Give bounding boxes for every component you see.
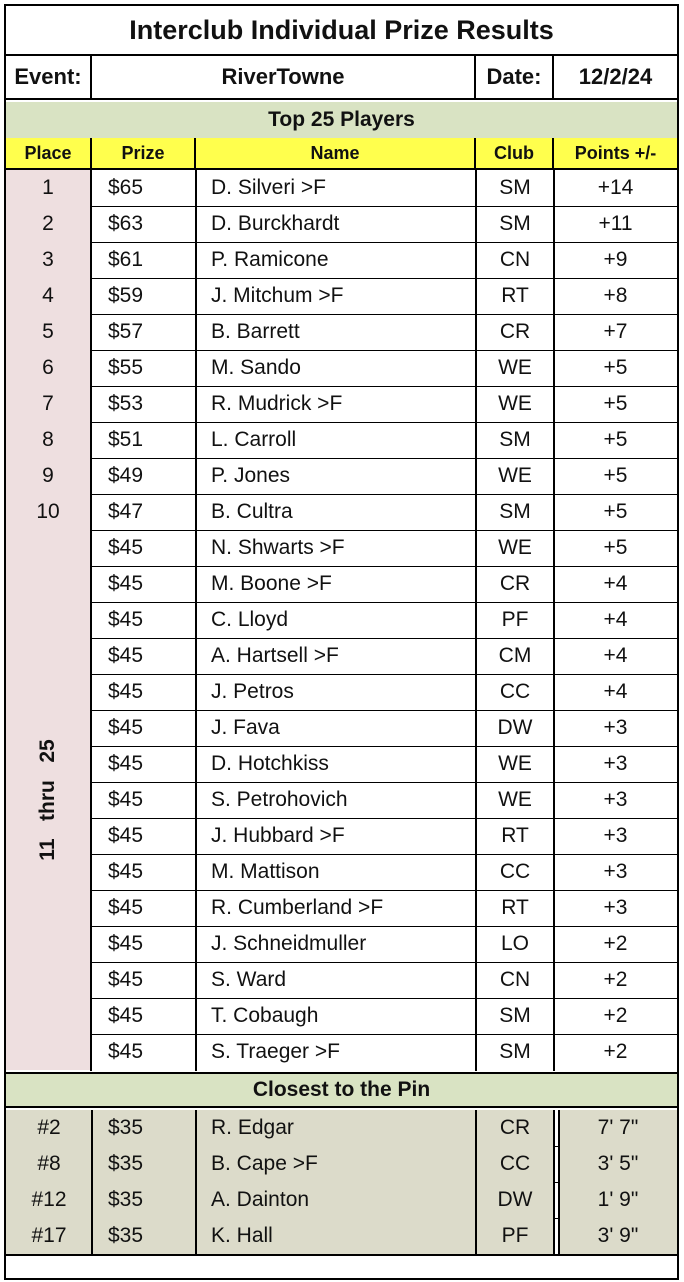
prize-cell: $45 <box>108 536 144 559</box>
points-cell: +8 <box>603 284 628 307</box>
points-cell: +2 <box>603 968 628 991</box>
place-cell: 7 <box>6 386 90 422</box>
points-cell: +3 <box>603 824 628 847</box>
prize-cell: $55 <box>108 356 144 379</box>
column-divider <box>475 169 477 1071</box>
club-cell: DW <box>497 716 533 739</box>
column-header-club: Club <box>476 138 554 169</box>
prize-cell: $57 <box>108 320 144 343</box>
prize-cell: $45 <box>108 716 144 739</box>
club-cell: WE <box>498 752 532 775</box>
name-cell: J. Mitchum >F <box>211 284 344 307</box>
name-cell: A. Hartsell >F <box>211 644 339 667</box>
club-cell: RT <box>501 824 529 847</box>
pin-name-cell: K. Hall <box>196 1218 476 1254</box>
name-cell: P. Jones <box>211 464 291 487</box>
club-cell: LO <box>500 932 529 955</box>
points-cell: +3 <box>603 716 628 739</box>
club-cell: CN <box>499 968 531 991</box>
name-cell: M. Boone >F <box>211 572 332 595</box>
pin-column-divider <box>475 1110 477 1254</box>
pin-column-divider <box>558 1110 560 1254</box>
points-cell: +3 <box>603 788 628 811</box>
distance-cell: 7' 7" <box>559 1110 677 1146</box>
pin-section-title: Closest to the Pin <box>6 1072 677 1108</box>
prize-cell: $45 <box>108 968 144 991</box>
place-cell: 9 <box>6 458 90 494</box>
club-cell: SM <box>499 176 531 199</box>
prize-cell: $65 <box>108 176 144 199</box>
name-cell: J. Petros <box>211 680 294 703</box>
date-value: 12/2/24 <box>554 56 677 100</box>
prize-cell: $45 <box>108 1040 144 1063</box>
hole-cell: #2 <box>6 1110 92 1146</box>
points-cell: +4 <box>603 572 628 595</box>
pin-club-cell: PF <box>476 1218 554 1254</box>
points-cell: +5 <box>603 392 628 415</box>
points-cell: +2 <box>603 932 628 955</box>
club-cell: WE <box>498 356 532 379</box>
name-cell: D. Hotchkiss <box>211 752 329 775</box>
club-cell: SM <box>499 428 531 451</box>
hole-cell: #8 <box>6 1146 92 1182</box>
club-cell: CC <box>499 860 531 883</box>
name-cell: J. Schneidmuller <box>211 932 367 955</box>
points-cell: +3 <box>603 896 628 919</box>
place-cell: 10 <box>6 494 90 530</box>
name-cell: D. Silveri >F <box>211 176 326 199</box>
club-cell: CR <box>499 572 531 595</box>
points-cell: +2 <box>603 1004 628 1027</box>
club-cell: WE <box>498 788 532 811</box>
place-cell: 3 <box>6 242 90 278</box>
column-header-prize: Prize <box>92 138 196 169</box>
prize-cell: $47 <box>108 500 144 523</box>
pin-name-cell: B. Cape >F <box>196 1146 476 1182</box>
points-cell: +3 <box>603 752 628 775</box>
name-cell: M. Sando <box>211 356 301 379</box>
club-cell: CN <box>499 248 531 271</box>
pin-bottom-border <box>6 1254 677 1256</box>
name-cell: B. Barrett <box>211 320 300 343</box>
points-cell: +2 <box>603 1040 628 1063</box>
place-cell: 4 <box>6 278 90 314</box>
club-cell: WE <box>498 392 532 415</box>
prize-cell: $45 <box>108 572 144 595</box>
points-cell: +5 <box>603 428 628 451</box>
prize-cell: $45 <box>108 932 144 955</box>
club-cell: RT <box>501 896 529 919</box>
prize-cell: $45 <box>108 1004 144 1027</box>
pin-prize-cell: $35 <box>92 1182 196 1218</box>
name-cell: D. Burckhardt <box>211 212 340 235</box>
points-cell: +5 <box>603 500 628 523</box>
place-cell: 8 <box>6 422 90 458</box>
pin-club-cell: DW <box>476 1182 554 1218</box>
points-cell: +5 <box>603 356 628 379</box>
place-cell: 5 <box>6 314 90 350</box>
place-cell: 6 <box>6 350 90 386</box>
name-cell: C. Lloyd <box>211 608 289 631</box>
merged-place-label-wrap <box>30 530 66 1070</box>
points-cell: +7 <box>603 320 628 343</box>
club-cell: SM <box>499 212 531 235</box>
name-cell: S. Petrohovich <box>211 788 348 811</box>
club-cell: SM <box>499 1004 531 1027</box>
pin-club-cell: CR <box>476 1110 554 1146</box>
pin-column-divider <box>91 1110 93 1254</box>
column-header-name: Name <box>196 138 476 169</box>
name-cell: M. Mattison <box>211 860 320 883</box>
points-cell: +4 <box>603 644 628 667</box>
pin-prize-cell: $35 <box>92 1146 196 1182</box>
prize-cell: $59 <box>108 284 144 307</box>
column-divider <box>195 169 197 1071</box>
prize-cell: $45 <box>108 608 144 631</box>
club-cell: RT <box>501 284 529 307</box>
event-value: RiverTowne <box>92 56 476 100</box>
prize-cell: $45 <box>108 644 144 667</box>
club-cell: CM <box>498 644 532 667</box>
prize-cell: $45 <box>108 824 144 847</box>
name-cell: P. Ramicone <box>211 248 329 271</box>
prize-cell: $45 <box>108 752 144 775</box>
club-cell: PF <box>501 608 529 631</box>
prize-cell: $53 <box>108 392 144 415</box>
column-header-place: Place <box>6 138 92 169</box>
points-cell: +11 <box>598 212 633 235</box>
name-cell: J. Hubbard >F <box>211 824 345 847</box>
column-header-points: Points +/- <box>554 138 677 169</box>
prize-cell: $61 <box>108 248 144 271</box>
pin-name-cell: R. Edgar <box>196 1110 476 1146</box>
pin-prize-cell: $35 <box>92 1110 196 1146</box>
name-cell: S. Ward <box>211 968 287 991</box>
hole-cell: #17 <box>6 1218 92 1254</box>
date-label: Date: <box>476 56 554 100</box>
points-cell: +4 <box>603 608 628 631</box>
column-divider <box>90 169 92 1071</box>
distance-cell: 1' 9" <box>559 1182 677 1218</box>
prize-cell: $49 <box>108 464 144 487</box>
sheet-title: Interclub Individual Prize Results <box>6 6 677 56</box>
place-cell: 1 <box>6 170 90 206</box>
hole-cell: #12 <box>6 1182 92 1218</box>
place-cell: 2 <box>6 206 90 242</box>
name-cell: R. Cumberland >F <box>211 896 384 919</box>
distance-cell: 3' 5" <box>559 1146 677 1182</box>
name-cell: T. Cobaugh <box>211 1004 319 1027</box>
points-cell: +5 <box>603 464 628 487</box>
name-cell: N. Shwarts >F <box>211 536 345 559</box>
name-cell: S. Traeger >F <box>211 1040 340 1063</box>
club-cell: SM <box>499 500 531 523</box>
club-cell: CC <box>499 680 531 703</box>
prize-cell: $45 <box>108 896 144 919</box>
points-cell: +3 <box>603 860 628 883</box>
name-cell: J. Fava <box>211 716 280 739</box>
pin-prize-cell: $35 <box>92 1218 196 1254</box>
prize-cell: $63 <box>108 212 144 235</box>
merged-place-label: 11 thru 25 <box>36 739 59 861</box>
pin-column-divider <box>553 1110 555 1254</box>
club-cell: WE <box>498 536 532 559</box>
header-underline <box>6 169 677 170</box>
prize-cell: $45 <box>108 788 144 811</box>
club-cell: CR <box>499 320 531 343</box>
club-cell: WE <box>498 464 532 487</box>
prize-cell: $45 <box>108 860 144 883</box>
prize-cell: $45 <box>108 680 144 703</box>
club-cell: SM <box>499 1040 531 1063</box>
points-cell: +5 <box>603 536 628 559</box>
name-cell: R. Mudrick >F <box>211 392 343 415</box>
event-label: Event: <box>6 56 92 100</box>
points-cell: +14 <box>597 176 634 199</box>
name-cell: L. Carroll <box>211 428 297 451</box>
points-cell: +4 <box>603 680 628 703</box>
distance-cell: 3' 9" <box>559 1218 677 1254</box>
name-cell: B. Cultra <box>211 500 293 523</box>
prize-cell: $51 <box>108 428 144 451</box>
top-players-section-title: Top 25 Players <box>6 102 677 138</box>
pin-club-cell: CC <box>476 1146 554 1182</box>
pin-name-cell: A. Dainton <box>196 1182 476 1218</box>
column-divider <box>553 169 555 1071</box>
prize-results-sheet <box>4 4 679 1280</box>
pin-column-divider <box>195 1110 197 1254</box>
points-cell: +9 <box>603 248 628 271</box>
